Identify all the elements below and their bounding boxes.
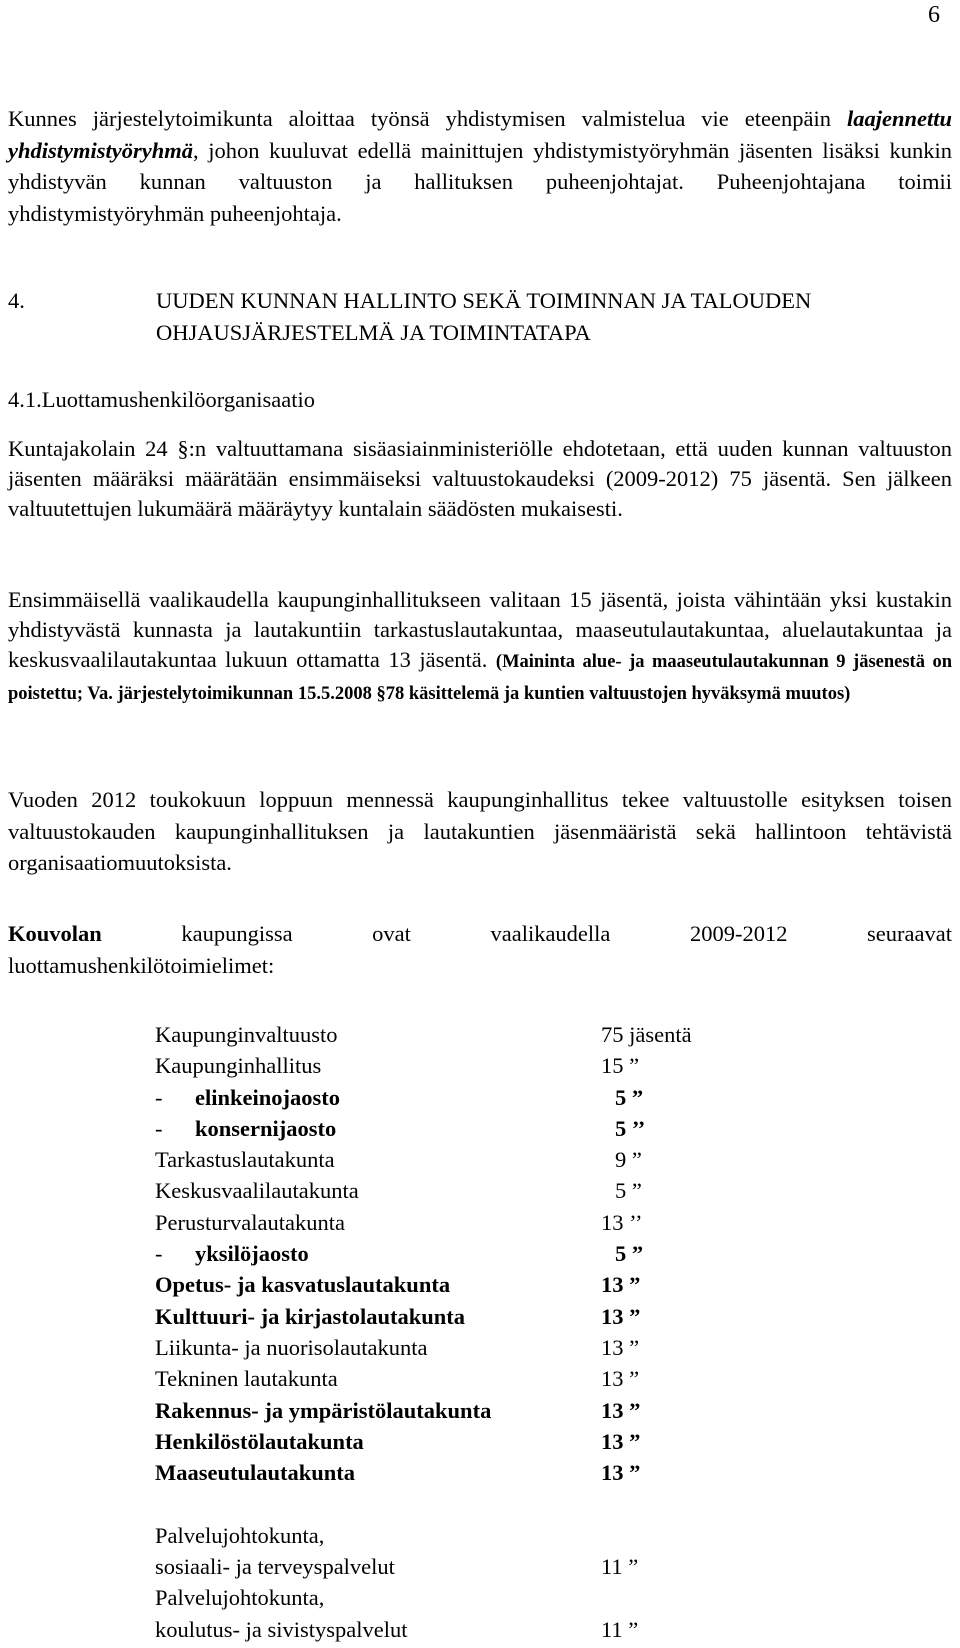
service-board-title: Palvelujohtokunta, bbox=[155, 1522, 325, 1548]
paragraph-interim-group bbox=[8, 103, 952, 229]
list-item bbox=[155, 1207, 875, 1238]
intro-word: seuraavat bbox=[867, 921, 952, 946]
body-name: Kulttuuri- ja kirjastolautakunta bbox=[155, 1303, 466, 1329]
section-title: UUDEN KUNNAN HALLINTO SEKÄ TOIMINNAN JA TALOUDEN OHJAUSJÄRJESTELMÄ JA TOIMINTATAPA bbox=[156, 288, 812, 345]
intro-word: 2009-2012 bbox=[689, 921, 788, 946]
section-number: 4. bbox=[8, 288, 25, 313]
dash-prefix: - bbox=[155, 1115, 163, 1141]
list-item bbox=[155, 1426, 875, 1457]
intro-word: kaupungissa bbox=[181, 921, 293, 946]
member-count: 13 ” bbox=[601, 1428, 641, 1454]
list-item bbox=[155, 1395, 875, 1426]
list-item bbox=[155, 1457, 875, 1488]
body-name: konsernijaosto bbox=[195, 1115, 337, 1141]
body-name: Perusturvalautakunta bbox=[155, 1209, 345, 1235]
member-count: 11 ” bbox=[601, 1616, 639, 1642]
city-name: Kouvolan bbox=[8, 921, 102, 946]
paragraph-board-text: Ensimmäisellä vaalikaudella kaupunginhallitukseen valitaan 15 jäsentä, joista vähintään yksi kustakin yhdistyvästä kunnasta ja lautakuntiin tarkastuslautakuntaa, maaseutulautakuntaa, aluelautakuntaa ja keskusvaalilautakuntaa lukuun ottamatta 13 jäsentä. bbox=[8, 587, 952, 672]
body-name: Kaupunginvaltuusto bbox=[155, 1022, 338, 1047]
paragraph-council-size: Kuntajakolain 24 §:n valtuuttamana sisäasiainministeriölle ehdotetaan, että uuden kunnan valtuuston jäsenten määräksi määrätään ensimmäiseksi valtuustokaudeksi (2009-2012) 75 jäsentä. Sen jälkeen valtuutettujen lukumäärä määräytyy kuntalain säädösten mukaisesti. bbox=[8, 436, 952, 521]
list-item bbox=[155, 1301, 875, 1332]
body-name: Rakennus- ja ympäristölautakunta bbox=[155, 1397, 492, 1423]
paragraph-line-1: Kunnes järjestelytoimikunta aloittaa työnsä yhdistymisen valmistelua vie eteenpäin bbox=[8, 106, 831, 131]
intro-word: ovat bbox=[372, 921, 411, 946]
service-board-name: sosiaali- ja terveyspalvelut bbox=[155, 1554, 395, 1580]
page-number: 6 bbox=[928, 2, 940, 28]
member-count: 13 ” bbox=[601, 1303, 641, 1329]
list-item bbox=[155, 1144, 875, 1175]
member-count: 5 ” bbox=[615, 1084, 644, 1110]
body-name: Henkilöstölautakunta bbox=[155, 1428, 364, 1454]
dash-prefix: - bbox=[155, 1084, 163, 1110]
member-count: 13 ” bbox=[601, 1366, 640, 1392]
paragraph-rest: , johon kuuluvat edellä mainittujen yhdistymistyöryhmän jäsenten lisäksi kunkin yhdistyvän kunnan valtuuston ja hallituksen puheenjohtajat. Puheenjohtajana toimii yhdistymistyöryhmän puheenjohtaja. bbox=[8, 137, 952, 226]
list-item bbox=[155, 1175, 875, 1206]
member-count: 5 ” bbox=[615, 1178, 642, 1204]
member-count: 13 ” bbox=[601, 1397, 641, 1423]
list-item bbox=[155, 1363, 875, 1394]
paragraph-next-term: Vuoden 2012 toukokuun loppuun mennessä kaupunginhallitus tekee valtuustolle esityksen toisen valtuustokauden kaupunginhallituksen ja lautakuntien jäsenmääristä sekä hallintoon tehtävistä organisaatiomuutoksista. bbox=[8, 787, 952, 875]
member-count: 11 ” bbox=[601, 1554, 639, 1580]
list-item bbox=[155, 1332, 875, 1363]
member-count: 13 ” bbox=[601, 1334, 640, 1360]
member-count: 9 ” bbox=[615, 1147, 642, 1173]
member-count: 13 ” bbox=[601, 1460, 641, 1486]
section-heading bbox=[8, 285, 952, 349]
service-board-title: Palvelujohtokunta, bbox=[155, 1585, 325, 1611]
list-spacer bbox=[155, 1488, 875, 1519]
list-item bbox=[155, 1614, 875, 1645]
service-board-name: koulutus- ja sivistyspalvelut bbox=[155, 1616, 408, 1642]
service-board-label bbox=[155, 1520, 875, 1551]
service-board-label bbox=[155, 1582, 875, 1613]
amendment-note: (Maininta alue- ja maaseutulautakunnan 9 jäsenestä on poistettu; Va. järjestelytoimikunnan 15.5.2008 §78 käsittelemä ja kuntien valtuustojen hyväksymä muutos) bbox=[8, 652, 952, 704]
list-item bbox=[155, 1551, 875, 1582]
list-item bbox=[155, 1113, 875, 1144]
body-name: Opetus- ja kasvatuslautakunta bbox=[155, 1272, 451, 1298]
member-count: 75 jäsentä bbox=[601, 1022, 692, 1047]
body-name: Tekninen lautakunta bbox=[155, 1366, 338, 1392]
dash-prefix: - bbox=[155, 1241, 163, 1267]
member-count: 13 ’’ bbox=[601, 1209, 643, 1235]
member-count: 15 ” bbox=[601, 1053, 640, 1079]
member-count: 5 ’’ bbox=[615, 1115, 646, 1141]
body-name: Maaseutulautakunta bbox=[155, 1460, 356, 1486]
emphasized-term: laajennettu yhdistymistyöryhmä bbox=[8, 106, 953, 163]
body-name: elinkeinojaosto bbox=[195, 1084, 341, 1110]
intro-line-2: luottamushenkilötoimielimet: bbox=[8, 952, 275, 978]
bodies-list bbox=[155, 1019, 875, 1645]
member-count: 5 ” bbox=[615, 1241, 644, 1267]
bodies-intro bbox=[8, 918, 952, 981]
list-item bbox=[155, 1082, 875, 1113]
body-name: Tarkastuslautakunta bbox=[155, 1147, 335, 1173]
subsection-heading: 4.1.Luottamushenkilöorganisaatio bbox=[8, 387, 316, 412]
list-item bbox=[155, 1019, 875, 1050]
body-name: Liikunta- ja nuorisolautakunta bbox=[155, 1334, 428, 1360]
body-name: Keskusvaalilautakunta bbox=[155, 1178, 359, 1204]
paragraph-board-composition bbox=[8, 585, 952, 709]
body-name: yksilöjaosto bbox=[195, 1241, 309, 1267]
body-name: Kaupunginhallitus bbox=[155, 1053, 322, 1079]
list-item bbox=[155, 1269, 875, 1300]
list-item bbox=[155, 1238, 875, 1269]
list-item bbox=[155, 1050, 875, 1081]
member-count: 13 ” bbox=[601, 1272, 641, 1298]
intro-word: vaalikaudella bbox=[490, 921, 611, 946]
